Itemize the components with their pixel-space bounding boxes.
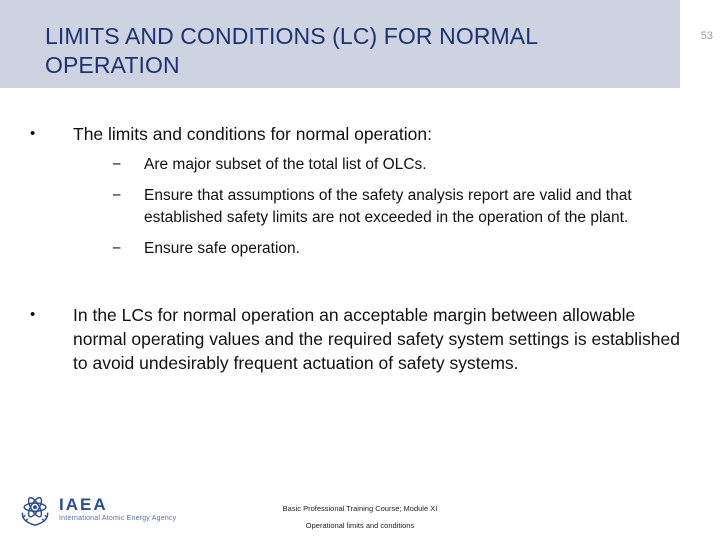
dash-marker: − bbox=[112, 187, 122, 204]
logo-name: IAEA bbox=[59, 494, 108, 514]
footer-course: Basic Professional Training Course; Module XI bbox=[282, 504, 438, 513]
slide-number: 53 bbox=[700, 30, 713, 42]
footer-text bbox=[228, 500, 492, 534]
bullet-marker: • bbox=[30, 125, 36, 142]
sub-bullet-text: Are major subset of the total list of OLCs. bbox=[144, 156, 427, 173]
bullet-text: The limits and conditions for normal operation: bbox=[73, 124, 432, 144]
dash-marker: − bbox=[112, 156, 122, 173]
sub-bullet-list bbox=[73, 154, 680, 260]
footer-topic: Operational limits and conditions bbox=[305, 521, 415, 530]
bullet-item bbox=[30, 122, 680, 260]
slide-content bbox=[30, 122, 680, 375]
sub-bullet-item bbox=[73, 185, 680, 229]
bullet-text: In the LCs for normal operation an acceptable margin between allowable normal operating values and the required safety system settings is established to avoid undesirably frequent actuation of safety systems. bbox=[73, 305, 680, 373]
iaea-logo bbox=[17, 491, 176, 527]
sub-bullet-item bbox=[73, 154, 680, 176]
logo-subtitle: International Atomic Energy Agency bbox=[59, 514, 177, 522]
sub-bullet-text: Ensure safe operation. bbox=[144, 240, 300, 257]
slide-title: LIMITS AND CONDITIONS (LC) FOR NORMAL OPERATION bbox=[45, 23, 538, 78]
sub-bullet-text: Ensure that assumptions of the safety analysis report are valid and that established safety limits are not exceeded in the operation of the plant. bbox=[144, 187, 632, 226]
sub-bullet-item bbox=[73, 238, 680, 260]
bullet-marker: • bbox=[30, 306, 36, 323]
atom-emblem-icon bbox=[17, 491, 53, 527]
dash-marker: − bbox=[112, 240, 122, 257]
bullet-item bbox=[30, 303, 680, 375]
